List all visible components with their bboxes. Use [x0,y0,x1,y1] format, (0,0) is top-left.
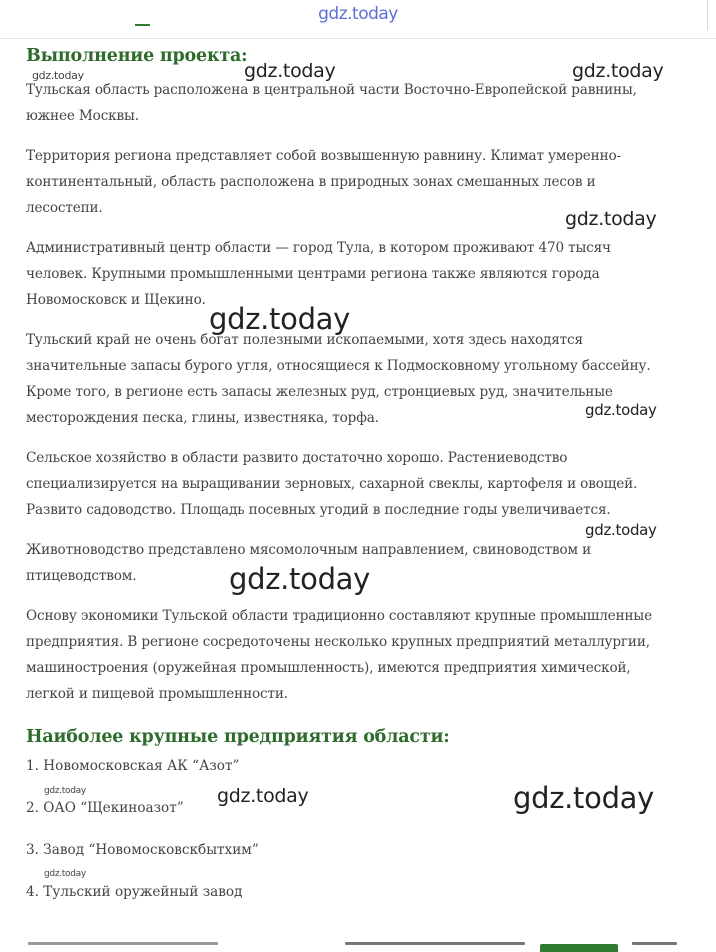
paragraph: Территория региона представляет собой возвышенную равнину. Климат умеренно-континентальный, область расположена в природных зонах смешанных лесов и лесостепи. [26,148,621,216]
top-bar [0,0,716,39]
watermark: gdz.today [585,401,657,419]
cut-off-text [28,942,218,945]
watermark: gdz.today [513,781,655,815]
list-item: 1. Новомосковская АК “Азот” [26,758,240,774]
watermark: gdz.today [244,60,336,82]
paragraph: Животноводство представлено мясомолочным направлением, свиноводством и птицеводством. [26,542,591,584]
list-item: 3. Завод “Новомосковскбытхим” [26,842,259,858]
watermark: gdz.today [229,562,371,596]
watermark: gdz.today [44,869,86,879]
watermark: gdz.today [565,208,657,230]
top-bar-divider [707,0,708,30]
site-logo[interactable]: gdz.today [318,4,398,24]
cut-off-text [345,942,525,945]
list-item: 2. ОАО “Щекиноазот” [26,800,184,816]
watermark: gdz.today [572,60,664,82]
watermark: gdz.today [44,786,86,796]
action-button[interactable] [540,944,618,952]
bottom-bar [0,936,716,952]
menu-indicator[interactable] [135,24,150,26]
paragraph: Тульская область расположена в центральной части Восточно-Европейской равнины, южнее Москвы. [26,82,637,124]
watermark: gdz.today [32,69,84,82]
watermark: gdz.today [585,521,657,539]
watermark: gdz.today [217,785,309,807]
cut-off-text [632,942,677,945]
watermark: gdz.today [209,302,351,336]
list-item: 4. Тульский оружейный завод [26,884,243,900]
section-title-project: Выполнение проекта: [26,46,248,66]
paragraph: Сельское хозяйство в области развито достаточно хорошо. Растениеводство специализируется на выращивании зерновых, сахарной свеклы, картофеля и овощей. Развито садоводство. Площадь посевных угодий в последние годы увеличивается. [26,450,638,518]
paragraph: Административный центр области — город Тула, в котором проживают 470 тысяч человек. Крупными промышленными центрами региона также являются города Новомосковск и Щекино. [26,240,611,308]
paragraph: Тульский край не очень богат полезными ископаемыми, хотя здесь находятся значительные запасы бурого угля, относящиеся к Подмосковному угольному бассейну. Кроме того, в регионе есть запасы железных руд, стронциевых руд, значительные месторождения песка, глины, известняка, торфа. [26,332,651,426]
section-title-enterprises: Наиболее крупные предприятия области: [26,727,450,747]
paragraph: Основу экономики Тульской области традиционно составляют крупные промышленные предприятия. В регионе сосредоточены несколько крупных предприятий металлургии, машиностроения (оружейная промышленность), имеются предприятия химической, легкой и пищевой промышленности. [26,608,652,702]
article-content [26,46,676,903]
